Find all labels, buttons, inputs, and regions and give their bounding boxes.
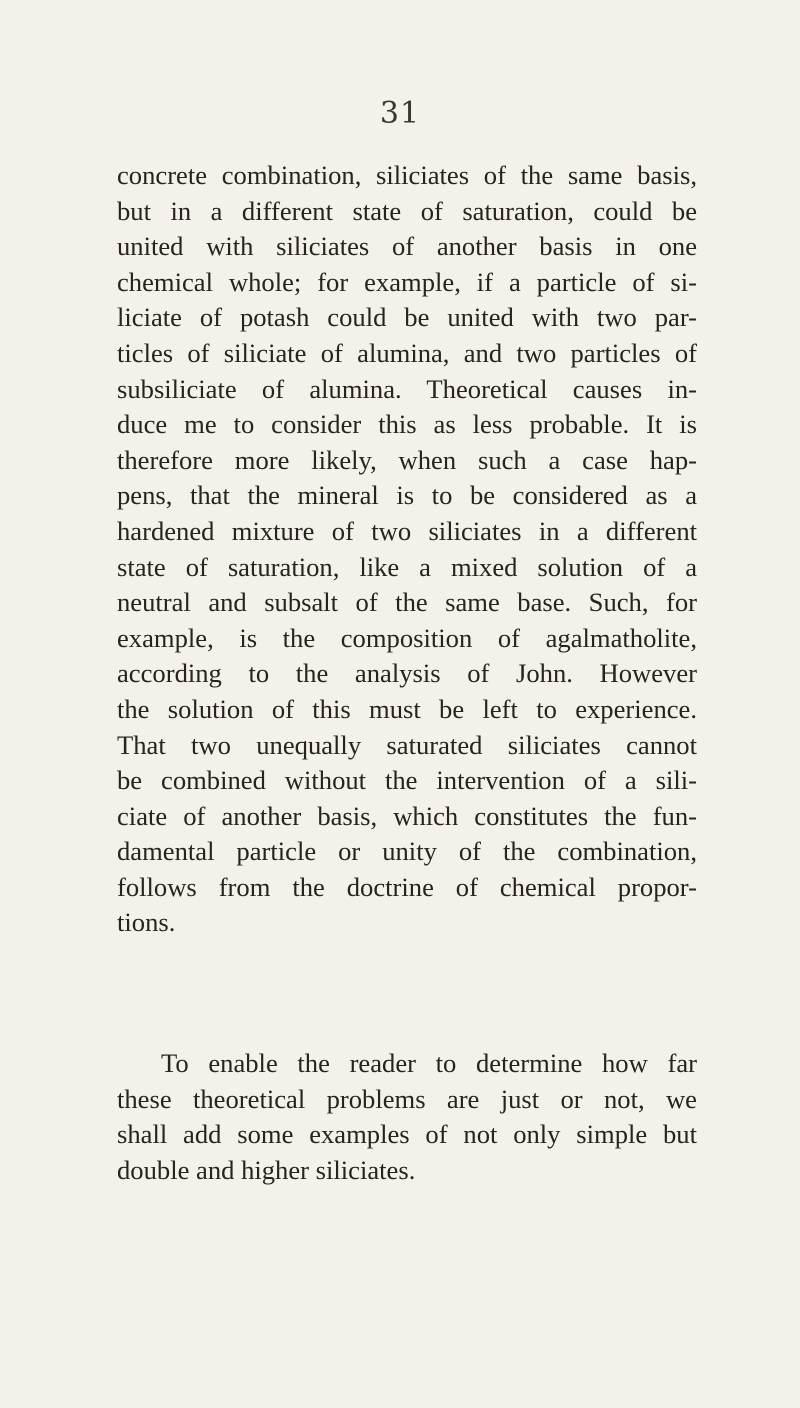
text-line: That two unequally saturated siliciates cannot bbox=[117, 729, 697, 760]
text-line: To enable the reader to determine how far bbox=[161, 1048, 697, 1078]
text-line: state of saturation, like a mixed solution of a bbox=[117, 551, 697, 582]
text-line: chemical whole; for example, if a particle of si- bbox=[117, 266, 697, 297]
text-line: concrete combination, siliciates of the same basis, bbox=[117, 160, 697, 190]
page-number: 31 bbox=[379, 96, 421, 131]
text-line: shall add some examples of not only simple but bbox=[117, 1119, 697, 1150]
text-line: be combined without the intervention of a sili- bbox=[117, 765, 697, 796]
text-line: damental particle or unity of the combination, bbox=[117, 836, 697, 867]
paragraph-1 bbox=[117, 158, 697, 941]
text-line: tions. bbox=[117, 907, 176, 938]
text-line: example, is the composition of agalmatholite, bbox=[117, 622, 697, 653]
text-line: liciate of potash could be united with two par- bbox=[117, 302, 697, 333]
text-line: hardened mixture of two siliciates in a different bbox=[117, 515, 697, 546]
text-line: therefore more likely, when such a case hap- bbox=[117, 444, 697, 475]
text-line: duce me to consider this as less probable. It is bbox=[117, 409, 697, 440]
text-line: double and higher siliciates. bbox=[117, 1154, 416, 1185]
text-line: the solution of this must be left to experience. bbox=[117, 693, 697, 724]
text-line: according to the analysis of John. However bbox=[117, 658, 697, 689]
text-line: subsiliciate of alumina. Theoretical causes in- bbox=[117, 373, 697, 404]
text-line: ticles of siliciate of alumina, and two particles of bbox=[117, 337, 697, 368]
text-line: ciate of another basis, which constitutes the fun- bbox=[117, 800, 697, 831]
text-line: these theoretical problems are just or not, we bbox=[117, 1083, 697, 1114]
text-line: pens, that the mineral is to be considered as a bbox=[117, 480, 697, 511]
text-line: follows from the doctrine of chemical propor- bbox=[117, 871, 697, 902]
text-line: united with siliciates of another basis in one bbox=[117, 231, 697, 262]
text-line: but in a different state of saturation, could be bbox=[117, 195, 697, 226]
paragraph-2 bbox=[117, 1046, 697, 1188]
text-line: neutral and subsalt of the same base. Such, for bbox=[117, 587, 697, 618]
